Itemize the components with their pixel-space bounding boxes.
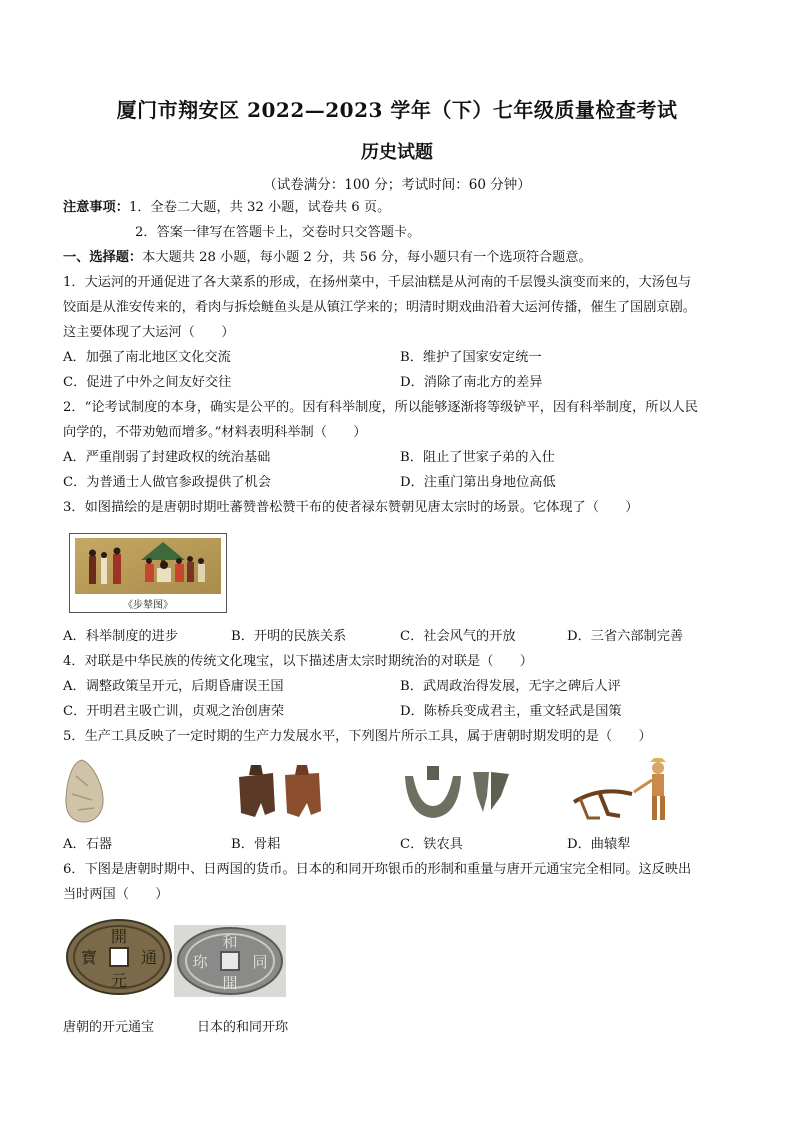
kaiyuan-coin-char-top: 開 — [110, 927, 128, 946]
wadokaichin-coin-char-bottom: 開 — [222, 974, 238, 992]
q1-line-2: 饺面是从淮安传来的，肴肉与拆烩鲢鱼头是从镇江学来的；明清时期戏曲沿着大运河传播，催生了国剧京剧。 — [63, 300, 696, 315]
kaiyuan-coin-char-right: 通 — [140, 948, 158, 967]
q1-option-a[interactable]: A．加强了南北地区文化交流 — [63, 350, 231, 365]
bone-si-image — [235, 765, 325, 821]
bunian-painting-image — [75, 538, 221, 594]
q2-option-b[interactable]: B．阻止了世家子弟的入仕 — [400, 450, 555, 465]
notes-line-1 — [63, 199, 390, 217]
q6-line-1: 6．下图是唐朝时期中、日两国的货币。日本的和同开珎银币的形制和重量与唐开元通宝完全相同。这反映出 — [63, 862, 692, 877]
notes-item-1: 1．全卷二大题，共 32 小题，试卷共 6 页。 — [128, 200, 391, 215]
q6-line-2: 当时两国（ ） — [63, 887, 169, 902]
bunian-painting-frame — [69, 533, 227, 613]
q5-option-b[interactable]: B．骨耜 — [231, 837, 281, 852]
wadokaichin-coin-char-left: 珎 — [192, 953, 208, 971]
q5-option-d[interactable]: D．曲辕犁 — [567, 837, 631, 852]
q3-option-a[interactable]: A．科举制度的进步 — [63, 629, 179, 644]
bunian-painting-caption: 《步辇图》 — [123, 600, 173, 611]
q3-option-d[interactable]: D．三省六部制完善 — [567, 629, 684, 644]
q1-line-3: 这主要体现了大运河（ ） — [63, 325, 235, 340]
q4-option-b[interactable]: B．武周政治得发展，无字之碑后人评 — [400, 679, 621, 694]
q1-option-d[interactable]: D．消除了南北方的差异 — [400, 375, 543, 390]
q3-line-1: 3．如图描绘的是唐朝时期吐蕃赞普松赞干布的使者禄东赞朝见唐太宗时的场景。它体现了（ ） — [63, 500, 639, 515]
q2-option-d[interactable]: D．注重门第出身地位高低 — [400, 475, 556, 490]
kaiyuan-coin-caption: 唐朝的开元通宝 — [63, 1020, 155, 1035]
wadokaichin-coin-char-right: 同 — [252, 953, 268, 971]
q4-option-c[interactable]: C．开明君主吸亡训，贞观之治创唐荣 — [63, 704, 285, 719]
q2-option-a[interactable]: A．严重削弱了封建政权的统治基础 — [63, 450, 271, 465]
q4-option-d[interactable]: D．陈桥兵变成君主，重文轻武是国策 — [400, 704, 622, 719]
exam-title: 厦门市翔安区 2022—2023 学年（下）七年级质量检查考试 — [116, 98, 678, 122]
wadokaichin-coin-char-top: 和 — [222, 933, 238, 951]
section-1-heading — [63, 249, 592, 267]
iron-farm-tools-image — [403, 766, 513, 820]
notes-label: 注意事项： — [63, 200, 129, 215]
q5-line-1: 5．生产工具反映了一定时期的生产力发展水平，下列图片所示工具，属于唐朝时期发明的是（ ） — [63, 729, 652, 744]
stone-tool-image — [62, 758, 106, 824]
kaiyuan-coin-char-left: 寶 — [80, 948, 98, 967]
wadokaichin-coin-image — [174, 925, 286, 997]
q2-option-c[interactable]: C．为普通士人做官参政提供了机会 — [63, 475, 271, 490]
q2-line-2: 向学的，不带劝勉而增多。”材料表明科举制（ ） — [63, 425, 367, 440]
q3-option-b[interactable]: B．开明的民族关系 — [231, 629, 347, 644]
q2-line-1: 2．“论考试制度的本身，确实是公平的。因有科举制度，所以能够逐渐将等级铲平，因有科举制度，所以人民 — [63, 400, 698, 415]
q4-option-a[interactable]: A．调整政策呈开元，后期昏庸误王国 — [63, 679, 284, 694]
kaiyuan-coin-image — [64, 918, 174, 996]
q1-option-b[interactable]: B．维护了国家安定统一 — [400, 350, 542, 365]
section-1-text: 本大题共 28 小题，每小题 2 分，共 56 分，每小题只有一个选项符合题意。 — [142, 250, 592, 265]
curved-plough-image — [570, 758, 675, 824]
q5-option-a[interactable]: A．石器 — [63, 837, 113, 852]
wadokaichin-coin-caption: 日本的和同开珎 — [197, 1020, 289, 1035]
q3-option-c[interactable]: C．社会风气的开放 — [400, 629, 516, 644]
section-1-label: 一、选择题： — [63, 250, 143, 265]
kaiyuan-coin-char-bottom: 元 — [110, 971, 128, 990]
notes-item-2: 2．答案一律写在答题卡上，交卷时只交答题卡。 — [135, 225, 421, 240]
exam-subject: 历史试题 — [361, 142, 433, 163]
exam-info: （试卷满分：100 分；考试时间：60 分钟） — [263, 177, 531, 193]
q1-option-c[interactable]: C．促进了中外之间友好交往 — [63, 375, 232, 390]
q4-line-1: 4．对联是中华民族的传统文化瑰宝，以下描述唐太宗时期统治的对联是（ ） — [63, 654, 533, 669]
q5-option-c[interactable]: C．铁农具 — [400, 837, 463, 852]
q1-line-1: 1．大运河的开通促进了各大菜系的形成，在扬州菜中，千层油糕是从河南的千层馒头演变而来的，大汤包与 — [63, 275, 692, 290]
